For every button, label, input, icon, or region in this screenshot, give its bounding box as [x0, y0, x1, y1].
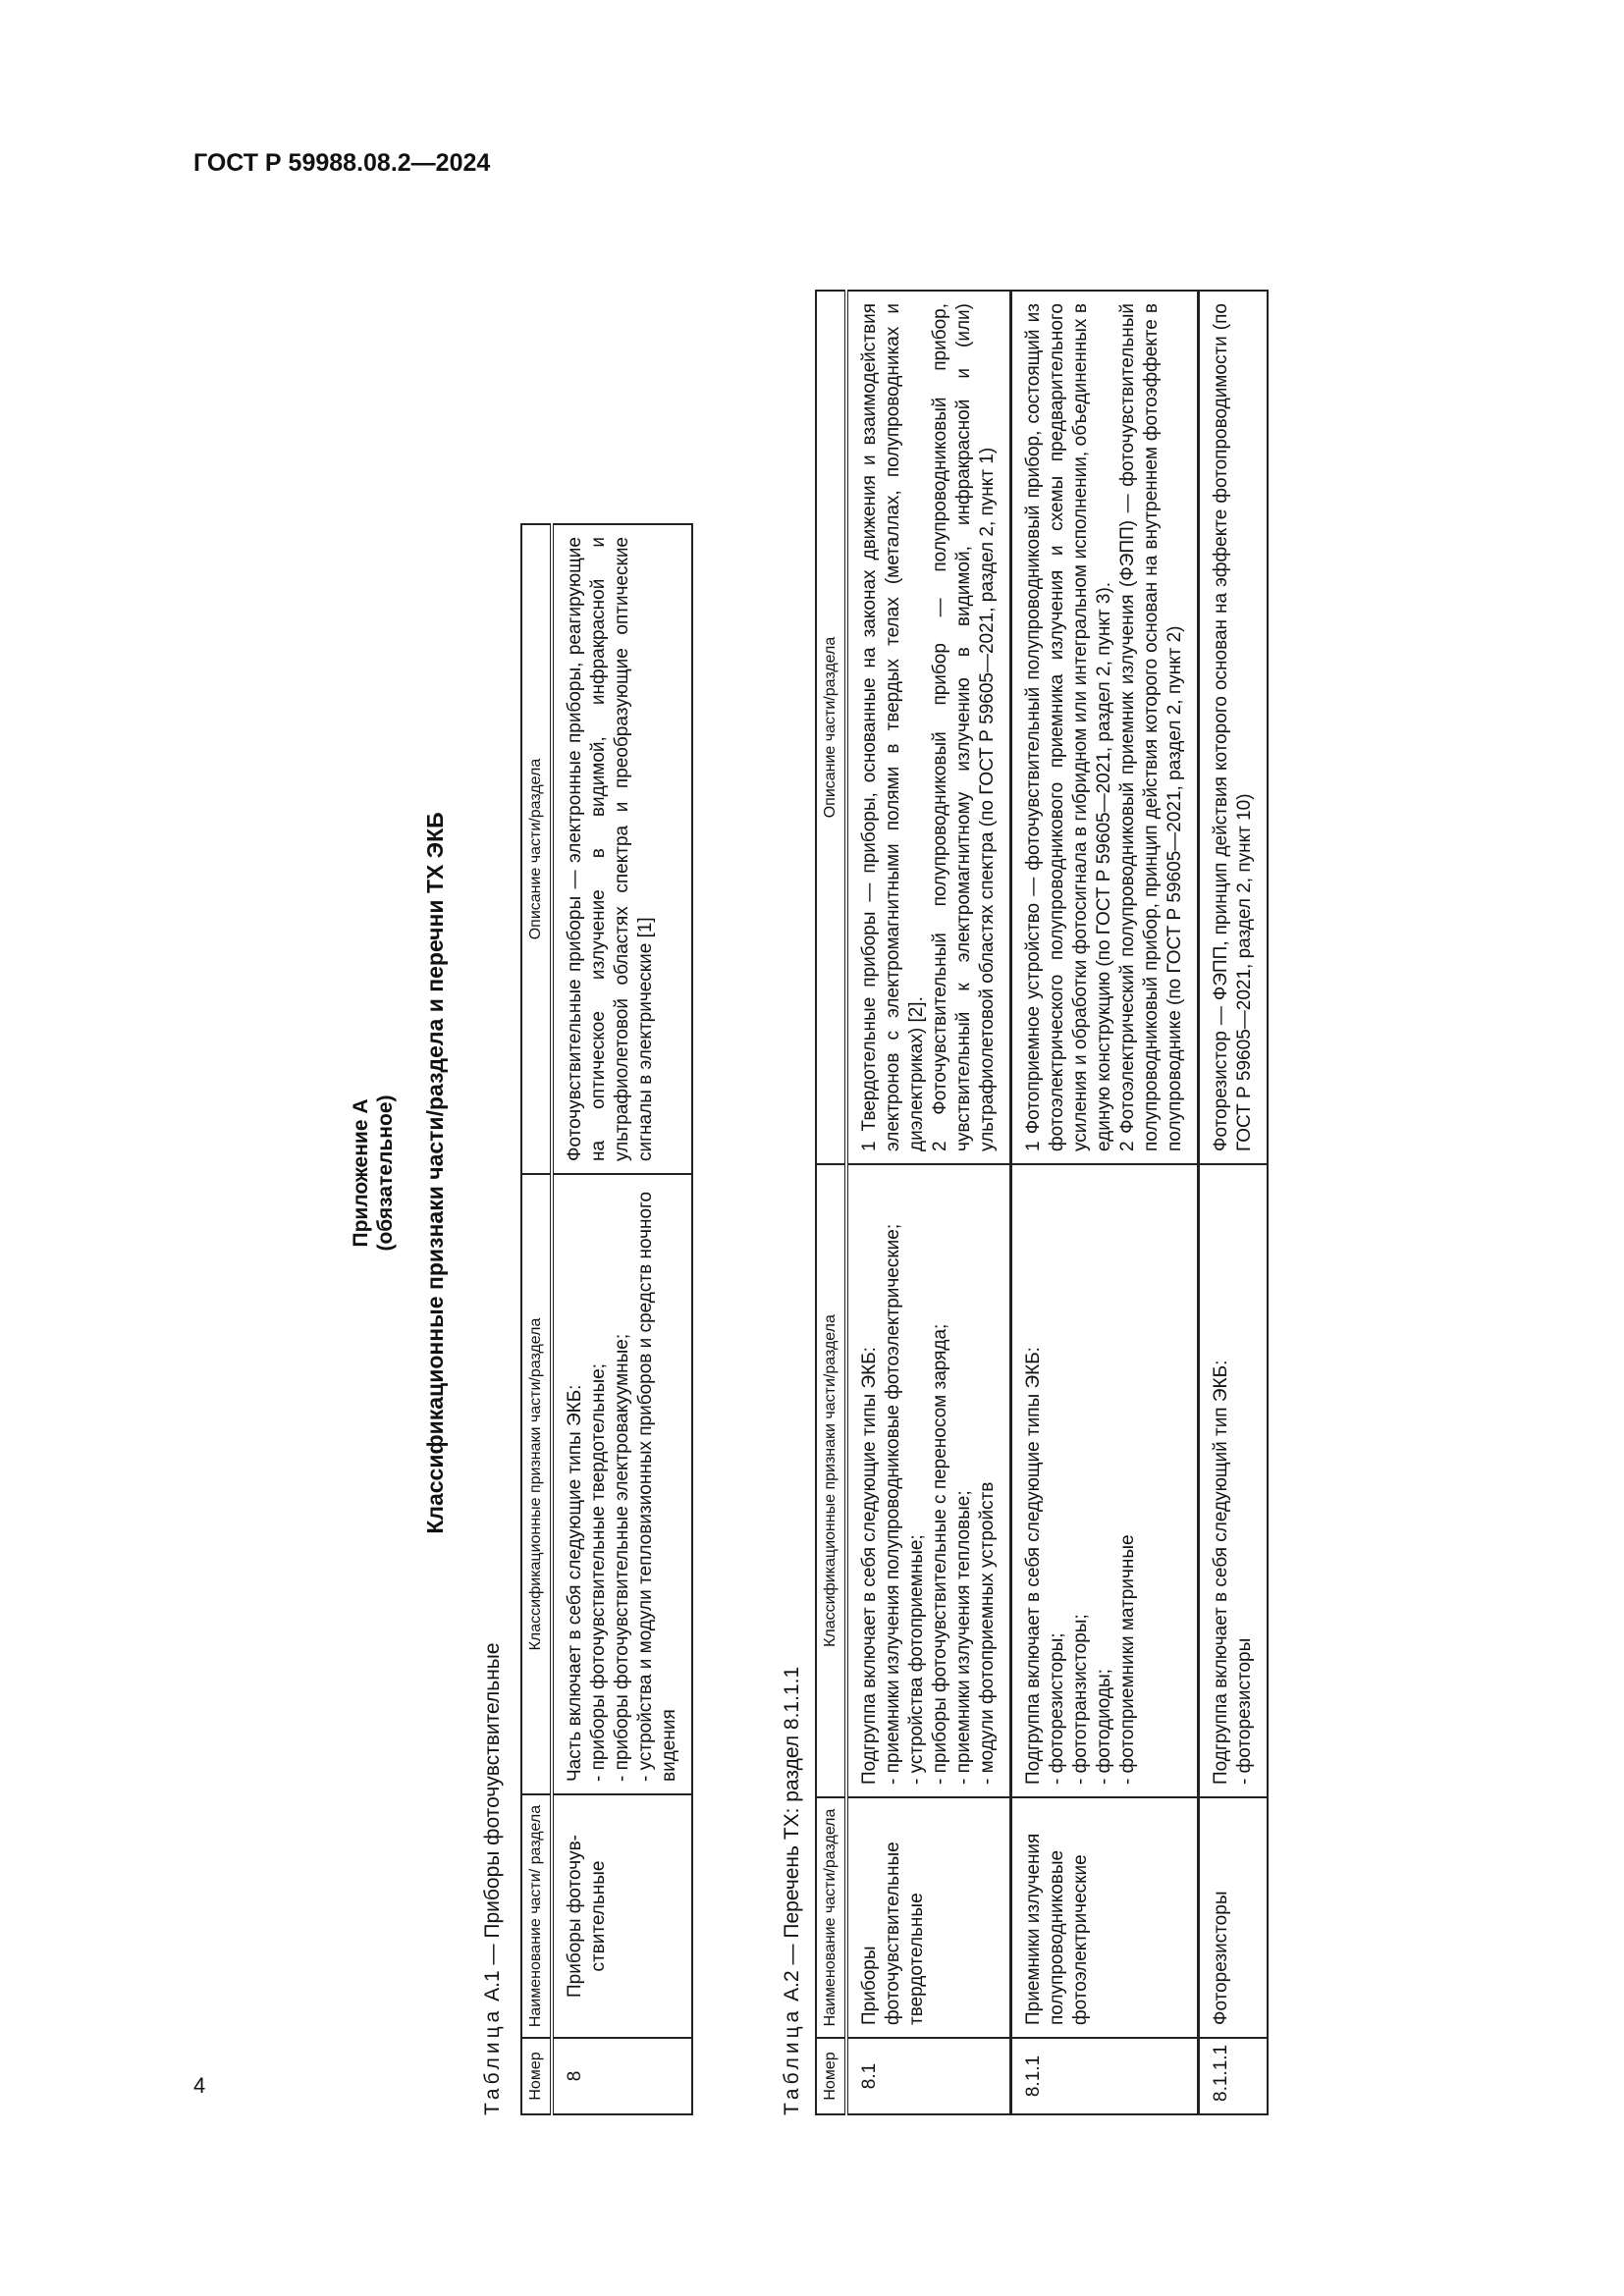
feature-line: - приемники излучения полупроводниковые фотоэлектрические; [883, 1223, 903, 1785]
feature-line: Часть включает в себя следующие типы ЭКБ: [565, 1384, 585, 1782]
cell-description: Фоточувствительные приборы — электронные приборы, реагирующие на оптическое излучение в видимой, инфракрасной и ультрафиолетовой областях спектра и преобразующие оптические сигналы в электрические [1] [552, 524, 692, 1174]
page-number: 4 [193, 2073, 206, 2098]
feature-line: Подгруппа включает в себя следующие типы ЭКБ: [859, 1347, 880, 1785]
feature-line: - фотоприемники матричные [1117, 1534, 1138, 1785]
cell-name: Приемники излучения полупроводниковые фотоэлектрические [1011, 1797, 1199, 2038]
feature-line: - фототранзисторы; [1070, 1614, 1091, 1785]
header-name: Наименование части/раздела [816, 1797, 846, 2038]
cell-features [1199, 1164, 1269, 1797]
cell-name: Приборы фоточув- ствительные [552, 1794, 692, 2038]
header-number: Номер [816, 2038, 846, 2114]
description-line: 2 Фотоэлектрический полупроводниковый приемник излучения (ФЭПП) — фоточувствительный полупроводниковый прибор, принцип действия которого основан на внутреннем фотоэффекте в полупроводнике (по ГОСТ Р 59605—2021, раздел 2, пункт 2) [1117, 303, 1185, 1151]
table1-caption-prefix: Таблица [481, 2006, 504, 2115]
cell-features [846, 1164, 1011, 1797]
cell-name: Фоторезисторы [1199, 1797, 1269, 2038]
feature-line: - фоторезисторы; [1047, 1632, 1067, 1785]
table-a1 [520, 523, 693, 2115]
cell-description [1199, 291, 1269, 1164]
header-features: Классификационные признаки части/раздела [816, 1164, 846, 1797]
document-code: ГОСТ Р 59988.08.2—2024 [193, 149, 491, 177]
header-description: Описание части/раздела [816, 291, 846, 1164]
table1-caption [481, 1642, 505, 2115]
table-row [552, 524, 692, 2114]
table2-caption [781, 1667, 804, 2115]
appendix-title: Классификационные признаки части/раздела и перечни ТХ ЭКБ [422, 812, 448, 1534]
table2-caption-text: А.2 — Перечень ТХ: раздел 8.1.1.1 [781, 1666, 803, 2007]
feature-line: - модули фотоприемных устройств [977, 1481, 998, 1785]
feature-line: - приборы фоточувствительные электровакуумные; [612, 1333, 632, 1782]
description-line: Фоторезистор — ФЭПП, принцип действия которого основан на эффекте фотопроводимости (по ГОСТ Р 59605—2021, раздел 2, пункт 10) [1211, 303, 1255, 1151]
cell-number: 8.1.1 [1011, 2038, 1199, 2114]
cell-number: 8.1 [846, 2038, 1011, 2114]
description-line: 1 Твердотельные приборы — приборы, основанные на законах движения и взаимодействия электронов с электромагнитными полями в твердых телах (металлах, полупроводниках и диэлектриках) [2]. [859, 303, 927, 1151]
feature-line: - фоторезисторы [1234, 1637, 1255, 1785]
table2-caption-prefix: Таблица [781, 2006, 803, 2115]
feature-line: - приборы фоточувствительные твердотельные; [588, 1363, 609, 1782]
rotated-appendix-content [324, 221, 1624, 2125]
table-row [1199, 291, 1269, 2114]
feature-line: Подгруппа включает в себя следующие типы ЭКБ: [1023, 1347, 1044, 1785]
cell-features [552, 1174, 692, 1794]
feature-line: - приборы фоточувствительные с переносом заряда; [930, 1323, 950, 1785]
header-number: Номер [521, 2038, 552, 2114]
feature-line: - фотодиоды; [1094, 1669, 1114, 1785]
appendix-label: Приложение А [350, 1098, 372, 1248]
cell-name: Приборы фоточувствительные твердотельные [846, 1797, 1011, 2038]
table-header-row [816, 291, 846, 2114]
appendix-status: (обязательное) [374, 1095, 397, 1252]
header-name: Наименование части/ раздела [521, 1794, 552, 2038]
cell-number: 8.1.1.1 [1199, 2038, 1269, 2114]
table1-caption-text: А.1 — Приборы фоточувствительные [481, 1642, 504, 2007]
appendix-heading [349, 221, 398, 2125]
description-line: 2 Фоточувствительный полупроводниковый прибор — полупроводниковый прибор, чувствительный к электромагнитному излучению в видимой, инфракрасной и (или) ультрафиолетовой областях спектра (по ГОСТ Р 59605—2021, раздел 2, пункт 1) [930, 303, 998, 1151]
feature-line: - устройства и модули тепловизионных приборов и средств ночного видения [635, 1191, 679, 1782]
table-a2 [815, 290, 1269, 2115]
cell-number: 8 [552, 2038, 692, 2114]
table-header-row [521, 524, 552, 2114]
description-line: 1 Фотоприемное устройство — фоточувствительный полупроводниковый прибор, состоящий из фотоэлектрического полупроводникового приемника излучения и схемы предварительного усиления и обработки фотосигнала в гибридном или интегральном исполнении, объединенных в единую конструкцию (по ГОСТ Р 59605—2021, раздел 2, пункт 3). [1023, 303, 1114, 1151]
cell-features [1011, 1164, 1199, 1797]
header-description: Описание части/раздела [521, 524, 552, 1174]
feature-line: Подгруппа включает в себя следующий тип ЭКБ: [1211, 1360, 1231, 1785]
table-row [846, 291, 1011, 2114]
table-row [1011, 291, 1199, 2114]
cell-description [846, 291, 1011, 1164]
cell-description [1011, 291, 1199, 1164]
header-features: Классификационные признаки части/раздела [521, 1174, 552, 1794]
feature-line: - приемники излучения тепловые; [953, 1490, 974, 1785]
feature-line: - устройства фотоприемные; [906, 1534, 927, 1785]
